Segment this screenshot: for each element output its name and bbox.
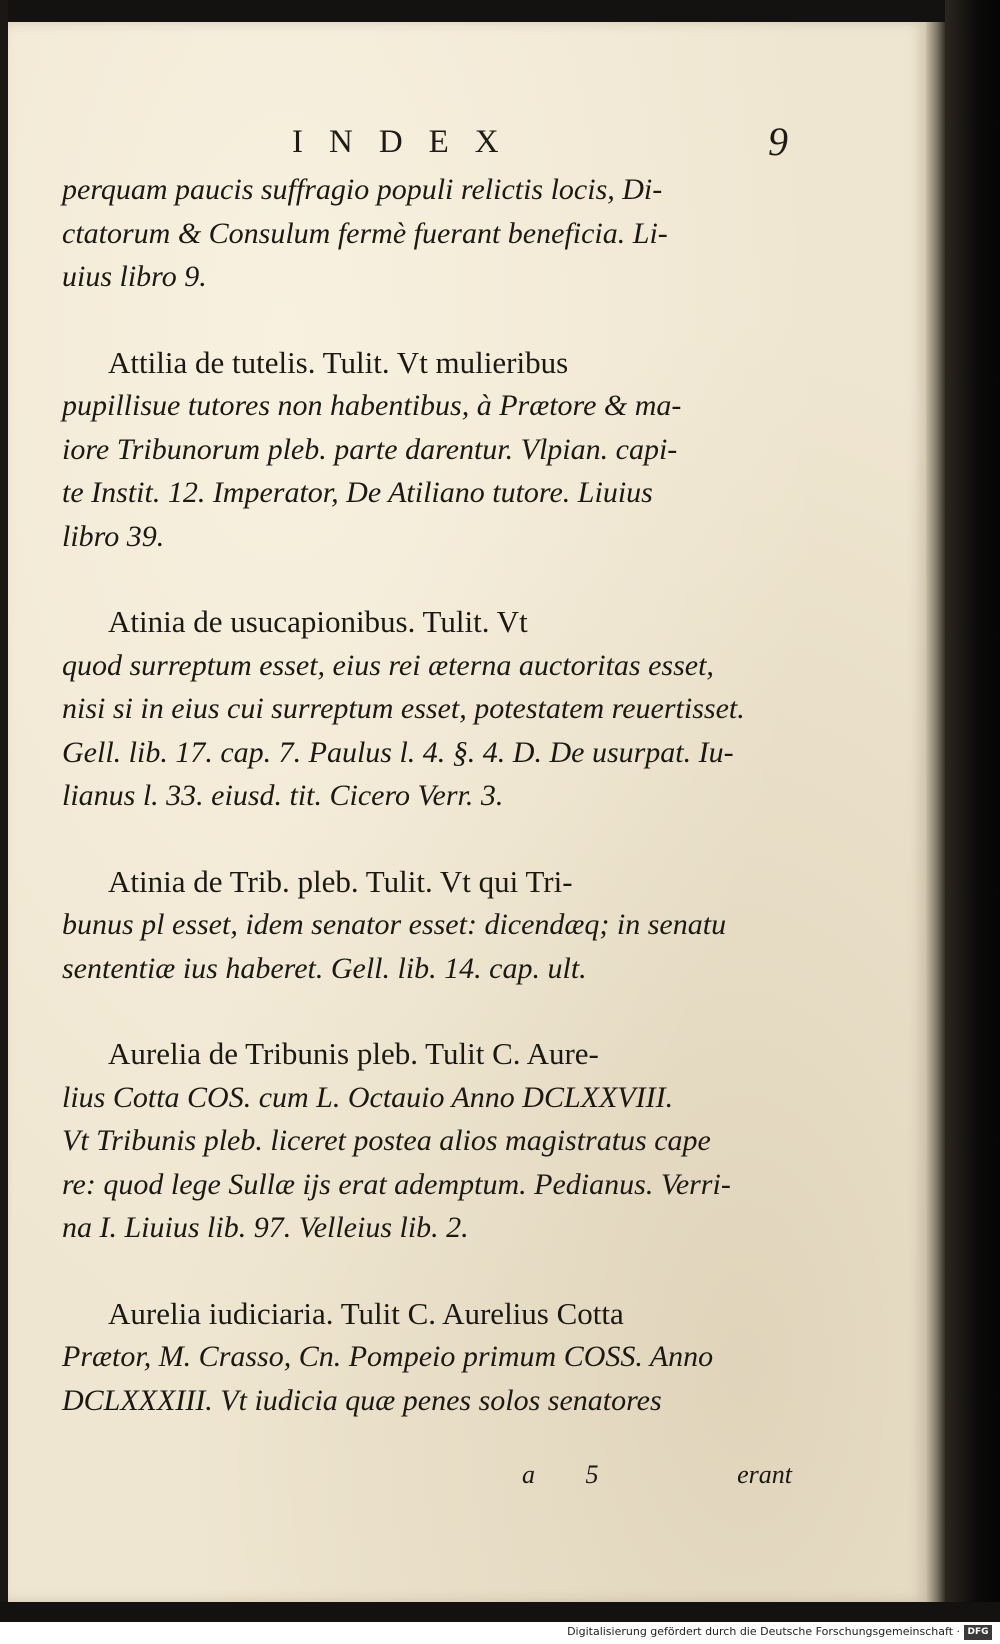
- index-entry-aurelia-tribunis: [62, 1032, 792, 1250]
- text-line: perquam paucis suffragio populi relictis locis, Di-: [62, 173, 663, 206]
- text-line: nisi si in eius cui surreptum esset, potestatem reuertisset.: [62, 692, 745, 725]
- text-line: sententiæ ius haberet. Gell. lib. 14. cap. ult.: [62, 951, 587, 985]
- footer-credit: Digitalisierung gefördert durch die Deutsche Forschungsgemeinschaft ·: [567, 1625, 960, 1638]
- catchword: erant: [737, 1460, 792, 1489]
- index-entry-continuation: [62, 168, 792, 299]
- text-line: Gell. lib. 17. cap. 7. Paulus l. 4. §. 4. D. De usurpat. Iu-: [62, 735, 734, 769]
- entry-heading-line: Attilia de tutelis. Tulit. Vt mulieribus: [108, 344, 569, 380]
- signature-mark: a 5: [522, 1460, 621, 1489]
- scan-dark-border: [945, 0, 1000, 1644]
- index-entry-attilia: [62, 341, 792, 559]
- text-line: re: quod lege Sullæ ijs erat ademptum. Pedianus. Verri-: [62, 1167, 731, 1201]
- index-text: [62, 168, 792, 1422]
- entry-heading-line: Atinia de Trib. pleb. Tulit. Vt qui Tri-: [108, 863, 573, 899]
- text-line: bunus pl esset, idem senator esset: dicendæq; in senatu: [62, 908, 727, 941]
- footer-bar: [0, 1622, 1000, 1644]
- entry-heading-line: Atinia de usucapionibus. Tulit. Vt: [108, 604, 528, 639]
- text-line: Vt Tribunis pleb. liceret postea alios magistratus cape: [62, 1124, 711, 1157]
- text-line: libro 39.: [62, 519, 165, 553]
- text-line: pupillisue tutores non habentibus, à Prætore & ma-: [62, 389, 682, 422]
- text-line: DCLXXXIII. Vt iudicia quæ penes solos senatores: [62, 1383, 662, 1417]
- page-number: 9: [768, 119, 788, 164]
- text-line: te Instit. 12. Imperator, De Atiliano tutore. Liuius: [62, 476, 653, 509]
- dfg-logo: DFG: [964, 1625, 992, 1640]
- text-line: quod surreptum esset, eius rei æterna auctoritas esset,: [62, 648, 714, 682]
- index-entry-atinia-usucapionibus: [62, 600, 792, 818]
- text-line: uius libro 9.: [62, 260, 207, 293]
- catchline: [62, 1460, 792, 1500]
- page-edge-shadow: [926, 22, 946, 1602]
- text-line: lius Cotta COS. cum L. Octauio Anno DCLXXVIII.: [62, 1080, 674, 1114]
- scan-left-edge: [0, 0, 8, 1644]
- entry-heading-line: Aurelia de Tribunis pleb. Tulit C. Aure-: [108, 1036, 599, 1071]
- entry-heading-line: Aurelia iudiciaria. Tulit C. Aurelius Cotta: [108, 1295, 624, 1331]
- text-line: lianus l. 33. eiusd. tit. Cicero Verr. 3.: [62, 779, 504, 812]
- text-line: Prætor, M. Crasso, Cn. Pompeio primum COSS. Anno: [62, 1340, 714, 1373]
- page-header: [62, 118, 788, 166]
- running-head: INDEX: [292, 124, 525, 160]
- index-entry-atinia-trib: [62, 860, 792, 991]
- text-line: iore Tribunorum pleb. parte darentur. Vlpian. capi-: [62, 432, 678, 466]
- text-line: ctatorum & Consulum fermè fuerant beneficia. Li-: [62, 216, 668, 250]
- index-entry-aurelia-iudiciaria: [62, 1292, 792, 1423]
- text-line: na I. Liuius lib. 97. Velleius lib. 2.: [62, 1211, 469, 1244]
